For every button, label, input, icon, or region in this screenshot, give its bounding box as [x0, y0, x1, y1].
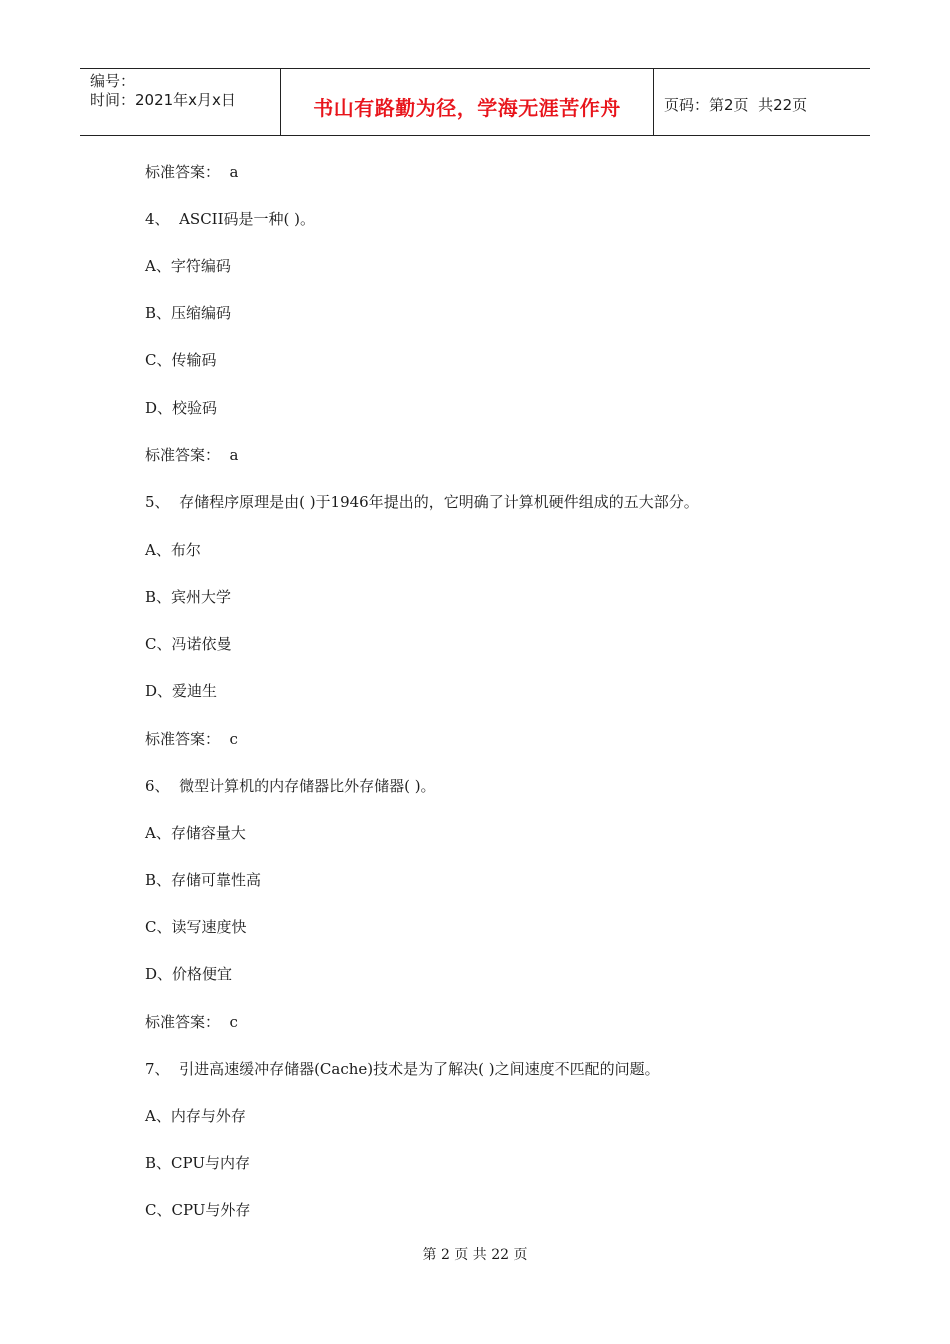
option-line: D、价格便宜 — [145, 965, 233, 983]
question-5: 5、 存储程序原理是由( )于1946年提出的，它明确了计算机硬件组成的五大部分。 — [145, 493, 699, 511]
option-line: B、压缩编码 — [145, 304, 232, 322]
answer-line: 标准答案： c — [145, 730, 238, 748]
option-line: C、读写速度快 — [145, 918, 247, 936]
question-7: 7、 引进高速缓冲存储器(Cache)技术是为了解决( )之间速度不匹配的问题。 — [145, 1060, 660, 1078]
question-6: 6、 微型计算机的内存储器比外存储器( )。 — [145, 777, 436, 795]
option-line: C、CPU与外存 — [145, 1201, 251, 1219]
option-line: B、CPU与内存 — [145, 1154, 250, 1172]
option-line: C、传输码 — [145, 351, 217, 369]
header-motto: 书山有路勤为径，学海无涯苦作舟 — [281, 69, 654, 135]
option-line: B、存储可靠性高 — [145, 871, 262, 889]
answer-line: 标准答案： a — [145, 163, 239, 181]
page-footer: 第 2 页 共 22 页 — [422, 1247, 528, 1263]
answer-line: 标准答案： a — [145, 446, 239, 464]
document-number-label: 编号： — [90, 72, 136, 90]
header-page-label: 页码：第2页 共22页 — [664, 95, 808, 114]
header-meta — [80, 69, 281, 135]
option-line: A、字符编码 — [145, 257, 231, 275]
option-line: A、布尔 — [145, 541, 201, 559]
page-header — [80, 68, 870, 136]
option-line: A、内存与外存 — [145, 1107, 246, 1125]
option-line: A、存储容量大 — [145, 824, 246, 842]
question-4: 4、 ASCII码是一种( )。 — [145, 210, 315, 228]
option-line: C、冯诺依曼 — [145, 635, 232, 653]
answer-line: 标准答案： c — [145, 1013, 238, 1031]
option-line: D、爱迪生 — [145, 682, 218, 700]
option-line: B、宾州大学 — [145, 588, 232, 606]
option-line: D、校验码 — [145, 399, 218, 417]
document-time-label: 时间：2021年x月x日 — [90, 91, 236, 109]
